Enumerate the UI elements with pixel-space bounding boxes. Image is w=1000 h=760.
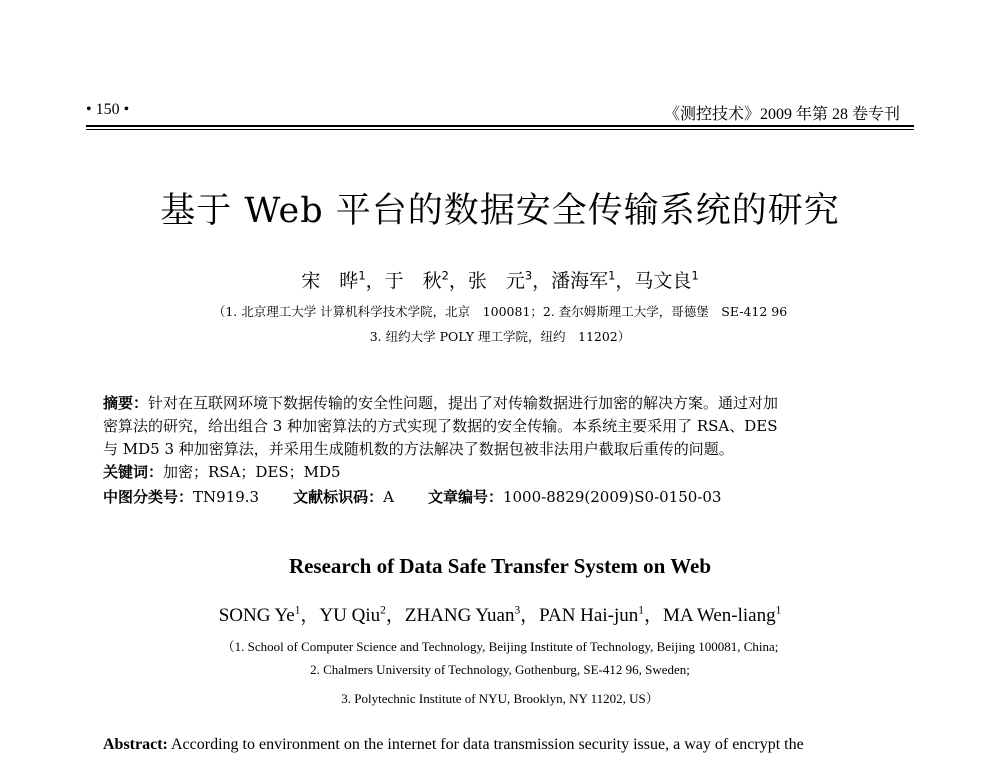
cn-author-affiliation-mark: 1 (608, 268, 616, 283)
cn-author-separator: ， (448, 270, 468, 292)
en-author-affiliation-mark: 3 (514, 604, 521, 617)
en-author-affiliation-mark: 2 (380, 604, 386, 617)
en-author-name: SONG Ye (218, 605, 295, 626)
cn-author-separator: ， (615, 270, 635, 292)
page-number: • 150 • (86, 101, 130, 118)
abstract-cn-line-2: 密算法的研究，给出组合 3 种加密算法的方式实现了数据的安全传输。本系统主要采用了 RSA、DES (103, 417, 778, 435)
cn-author-affiliation-mark: 1 (358, 268, 366, 283)
affiliation-en-line-1: （1. School of Computer Science and Technology, Beijing Institute of Technology, Beijing 100081, China; (221, 639, 779, 654)
cn-author-name: 潘海军 (551, 270, 609, 292)
classification-line (103, 486, 721, 507)
header-rule-thick (86, 125, 914, 127)
en-author-separator: ， (643, 605, 663, 626)
title-cn: 基于 Web 平台的数据安全传输系统的研究 (160, 191, 840, 231)
en-author-name: MA Wen-liang (662, 605, 776, 626)
affiliation-en-line-3: 3. Polytechnic Institute of NYU, Brooklyn, NY 11202, US） (341, 691, 659, 706)
en-author-name: ZHANG Yuan (404, 605, 515, 626)
article-number-label: 文章编号： (427, 488, 503, 506)
en-author-name: PAN Hai-jun (539, 605, 639, 626)
clc-value: TN919.3 (193, 488, 260, 506)
title-en: Research of Data Safe Transfer System on Web (288, 554, 712, 578)
en-author-separator: ， (300, 605, 320, 626)
article-number-value: 1000-8829(2009)S0-0150-03 (502, 488, 722, 506)
abstract-en-label: Abstract: (103, 736, 168, 753)
abstract-cn-label: 摘要： (103, 394, 149, 412)
cn-author-name: 马文良 (634, 270, 692, 292)
clc-label: 中图分类号： (103, 488, 194, 506)
abstract-cn-line-3: 与 MD5 3 种加密算法，并采用生成随机数的方法解决了数据包被非法用户截取后重传的问题。 (103, 440, 734, 458)
doc-code-label: 文献标识码： (293, 488, 384, 506)
authors-en (0, 600, 1000, 627)
abstract-en (103, 736, 804, 754)
abstract-cn-text-1: 针对在互联网环境下数据传输的安全性问题，提出了对传输数据进行加密的解决方案。通过对加 (148, 394, 779, 412)
keywords-cn (103, 461, 341, 482)
cn-author-name: 于 秋 (384, 270, 442, 292)
cn-author-separator: ， (365, 270, 385, 292)
en-author-separator: ， (385, 605, 405, 626)
authors-cn (0, 266, 1000, 293)
cn-author-separator: ， (532, 270, 552, 292)
abstract-cn-line-1 (103, 392, 778, 413)
cn-author-affiliation-mark: 3 (524, 268, 533, 283)
cn-author-affiliation-mark: 1 (691, 268, 699, 283)
keywords-cn-label: 关键词： (103, 463, 164, 481)
affiliation-cn-line-1: （1. 北京理工大学 计算机科学技术学院，北京 100081；2. 查尔姆斯理工大学，哥德堡 SE-412 96 (212, 304, 788, 319)
cn-author-name: 宋 晔 (301, 270, 359, 292)
en-author-name: YU Qiu (319, 605, 381, 626)
en-author-affiliation-mark: 1 (775, 604, 782, 617)
en-author-separator: ， (520, 605, 540, 626)
cn-author-affiliation-mark: 2 (441, 268, 449, 283)
journal-header: 《测控技术》2009 年第 28 卷专刊 (663, 106, 900, 123)
keywords-cn-value: 加密；RSA；DES；MD5 (163, 463, 341, 481)
affiliation-en-line-2: 2. Chalmers University of Technology, Gothenburg, SE-412 96, Sweden; (310, 662, 690, 677)
doc-code-value: A (383, 488, 394, 506)
abstract-en-text: According to environment on the internet for data transmission security issue, a way of encrypt the (171, 736, 804, 753)
cn-author-name: 张 元 (467, 270, 525, 292)
header-rule-thin (86, 129, 914, 130)
en-author-affiliation-mark: 1 (294, 604, 301, 617)
en-author-affiliation-mark: 1 (638, 604, 644, 617)
affiliation-cn-line-2: 3. 纽约大学 POLY 理工学院，纽约 11202） (369, 329, 631, 344)
